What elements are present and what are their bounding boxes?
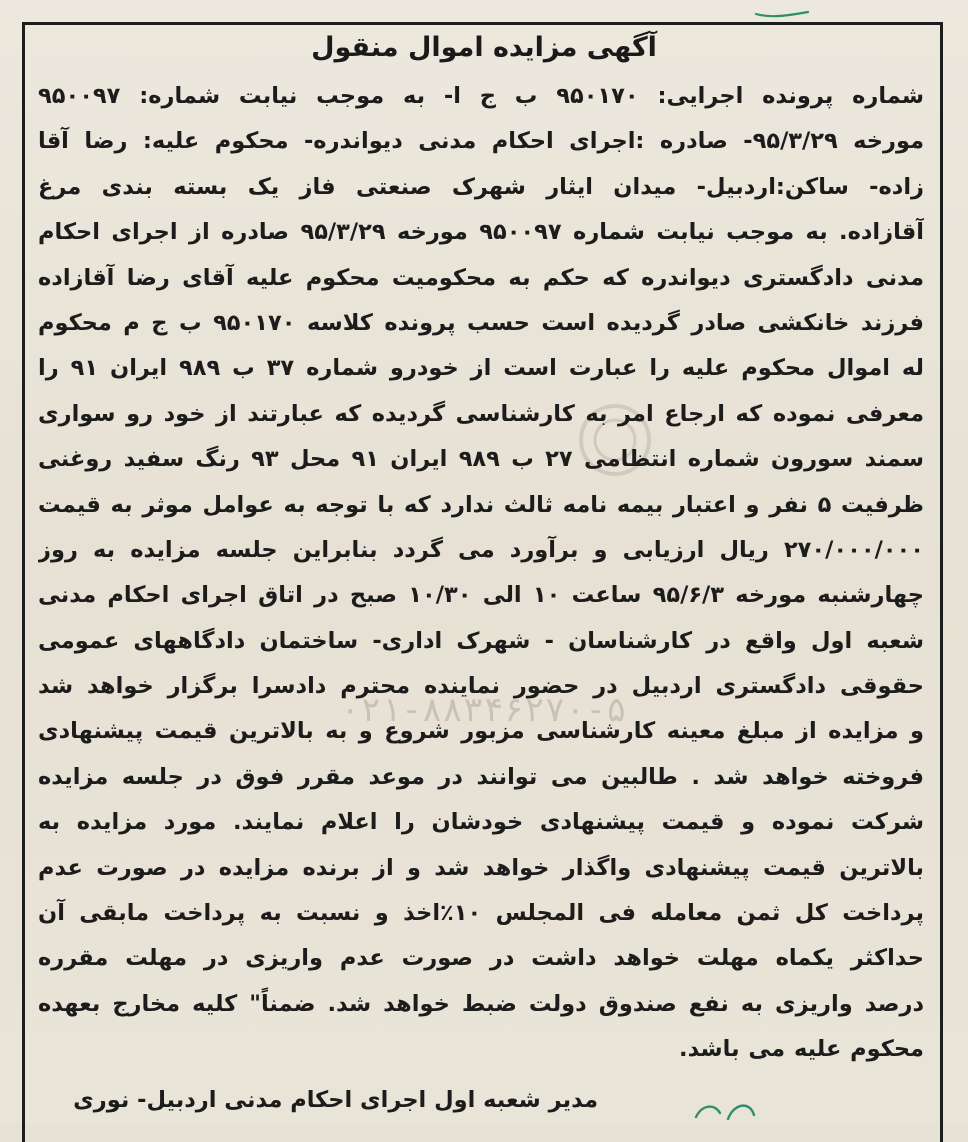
notice-line: شعبه اول واقع در کارشناسان - شهرک اداری- ساختمان دادگاههای عمومی <box>38 627 924 654</box>
notice-line: آقازاده. به موجب نیابت شماره ۹۵۰۰۹۷ مورخه ۹۵/۳/۲۹ صادره از اجرای احکام <box>38 219 924 246</box>
notice-line: ۲۷۰/۰۰۰/۰۰۰ ریال ارزیابی و برآورد می گردد بنابراین جلسه مزایده به روز <box>38 536 924 563</box>
notice-line: درصد واریزی به نفع صندوق دولت ضبط خواهد شد. ضمناً" کلیه مخارج بعهده <box>38 990 924 1017</box>
notice-body <box>38 74 924 1073</box>
notice-line: و مزایده از مبلغ معینه کارشناسی مزبور شروع و به بالاترین قیمت پیشنهادی <box>38 718 924 745</box>
notice-line: شرکت نموده و قیمت پیشنهادی خودشان را اعلام نمایند. مورد مزایده به <box>38 809 924 836</box>
notice-line: معرفی نموده که ارجاع امر به کارشناسی گردیده که عبارتند از خود رو سواری <box>38 400 924 427</box>
notice-line: شماره پرونده اجرایی: ۹۵۰۱۷۰ ب ج ا- به موجب نیابت شماره: ۹۵۰۰۹۷ <box>38 83 924 109</box>
notice-signature: مدیر شعبه اول اجرای احکام مدنی اردبیل- نوری <box>73 1087 598 1113</box>
notice-line: حقوقی دادگستری اردبیل در حضور نماینده محترم دادسرا برگزار خواهد شد <box>38 673 924 700</box>
pen-mark-icon <box>752 0 812 22</box>
notice-line: زاده- ساکن:اردبیل- میدان ایثار شهرک صنعتی فاز یک بسته بندی مرغ <box>38 173 924 200</box>
notice-title: آگهی مزایده اموال منقول <box>311 32 657 63</box>
notice-line: فروخته خواهد شد . طالبین می توانند در موعد مقرر فوق در جلسه مزایده <box>38 763 924 790</box>
notice-line: محکوم علیه می باشد. <box>679 1036 924 1063</box>
notice-line: چهارشنبه مورخه ۹۵/۶/۳ ساعت ۱۰ الی ۱۰/۳۰ صبح در اتاق اجرای احکام مدنی <box>38 582 924 609</box>
pen-mark-icon <box>690 1095 790 1124</box>
notice-line: فرزند خانکشی صادر گردیده است حسب پرونده کلاسه ۹۵۰۱۷۰ ب ج م محکوم <box>38 309 924 336</box>
notice-line: له اموال محکوم علیه را عبارت است از خودرو شماره ۳۷ ب ۹۸۹ ایران ۹۱ را <box>38 355 924 382</box>
notice-line: سمند سورون شماره انتظامی ۲۷ ب ۹۸۹ ایران ۹۱ محل ۹۳ رنگ سفید روغنی <box>38 446 924 473</box>
notice-line: ظرفیت ۵ نفر و اعتبار بیمه نامه ثالث ندارد که با توجه به عوامل موثر به قیمت <box>38 491 924 518</box>
notice-line: مورخه ۹۵/۳/۲۹- صادره :اجرای احکام مدنی دیواندره- محکوم علیه: رضا آقا <box>38 128 924 155</box>
notice-line: پرداخت کل ثمن معامله فی المجلس ۱۰٪اخذ و نسبت به پرداخت مابقی آن <box>38 900 924 927</box>
notice-line: مدنی دادگستری دیواندره که حکم به محکومیت محکوم علیه آقای رضا آقازاده <box>38 264 924 291</box>
notice-line: حداکثر یکماه مهلت خواهد داشت در صورت عدم واریزی در مهلت مقرره <box>38 945 924 972</box>
watermark-phone: ۰۲۱-۸۸۳۴۶۲۷۰-۵ <box>340 690 627 730</box>
notice-line: بالاترین قیمت پیشنهادی واگذار خواهد شد و از برنده مزایده در صورت عدم <box>38 854 924 881</box>
